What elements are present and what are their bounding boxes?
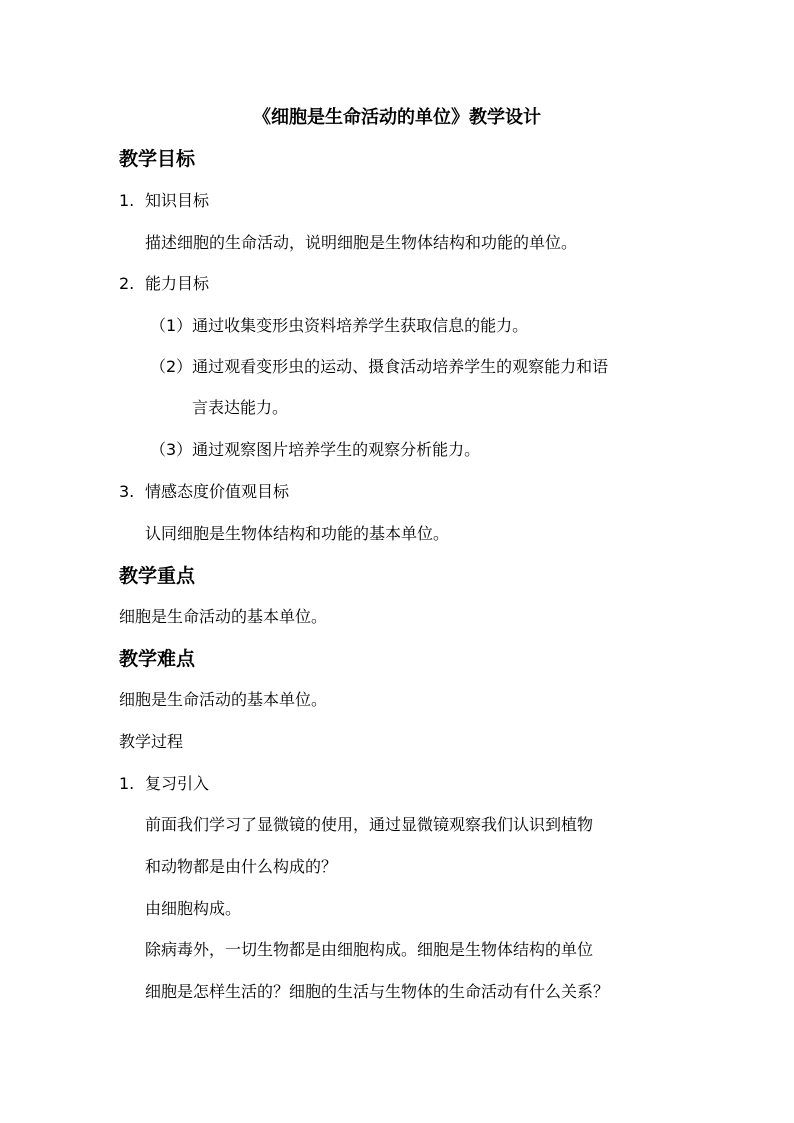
paragraph-continuation: 和动物都是由什么构成的？ bbox=[145, 857, 338, 876]
list-number: 1. bbox=[119, 774, 135, 793]
emotion-objective-item bbox=[119, 482, 289, 502]
difficulties-heading: 教学难点 bbox=[119, 648, 196, 670]
paragraph: 细胞是怎样生活的？细胞的生活与生物体的生命活动有什么关系？ bbox=[145, 982, 610, 1001]
list-number: 2. bbox=[119, 274, 135, 293]
process-heading: 教学过程 bbox=[119, 732, 184, 751]
paragraph: 除病毒外，一切生物都是由细胞构成。细胞是生物体结构的单位 bbox=[145, 940, 594, 959]
paragraph: 前面我们学习了显微镜的使用，通过显微镜观察我们认识到植物 bbox=[145, 815, 594, 834]
key-points-heading: 教学重点 bbox=[119, 565, 196, 587]
ability-objective-item bbox=[119, 274, 209, 294]
paragraph: 认同细胞是生物体结构和功能的基本单位。 bbox=[145, 524, 450, 543]
review-item bbox=[119, 774, 209, 794]
list-number: 1. bbox=[119, 191, 135, 210]
sub-item: （2）通过观看变形虫的运动、摄食活动培养学生的观察能力和语 bbox=[150, 357, 609, 376]
list-label: 知识目标 bbox=[145, 191, 210, 210]
page-title: 《细胞是生命活动的单位》教学设计 bbox=[253, 107, 541, 128]
knowledge-objective-item bbox=[119, 191, 209, 211]
paragraph: 描述细胞的生命活动，说明细胞是生物体结构和功能的单位。 bbox=[145, 233, 578, 252]
paragraph: 由细胞构成。 bbox=[145, 899, 242, 918]
sub-item: （3）通过观察图片培养学生的观察分析能力。 bbox=[150, 440, 481, 459]
sub-item: （1）通过收集变形虫资料培养学生获取信息的能力。 bbox=[150, 316, 529, 335]
list-label: 情感态度价值观目标 bbox=[145, 482, 290, 501]
paragraph: 细胞是生命活动的基本单位。 bbox=[119, 607, 328, 626]
paragraph: 细胞是生命活动的基本单位。 bbox=[119, 690, 328, 709]
objectives-heading: 教学目标 bbox=[119, 148, 196, 170]
list-number: 3. bbox=[119, 482, 135, 501]
sub-item-continuation: 言表达能力。 bbox=[192, 398, 289, 417]
list-label: 能力目标 bbox=[145, 274, 210, 293]
list-label: 复习引入 bbox=[145, 774, 210, 793]
